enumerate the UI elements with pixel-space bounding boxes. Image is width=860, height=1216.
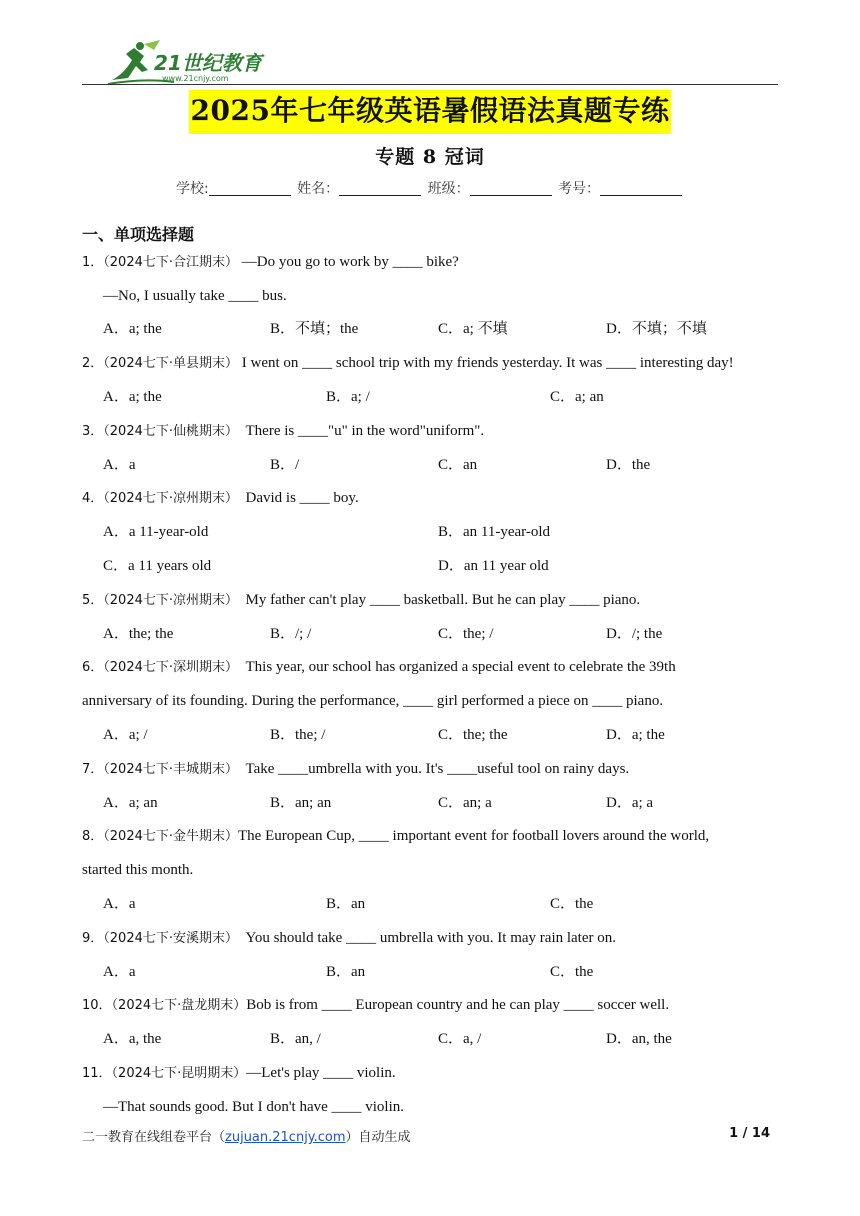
question-11: 11．（2024七下·昆明期末）—Let's play ____ violin. <box>82 1065 396 1081</box>
question-5-option-d[interactable]: D．/; the <box>606 626 663 642</box>
question-5-option-a[interactable]: A．the; the <box>103 626 174 642</box>
footer-link[interactable]: zujuan.21cnjy.com <box>225 1130 346 1145</box>
question-6-option-a[interactable]: A．a; / <box>103 727 148 743</box>
question-6: 6．（2024七下·深圳期末） This year, our school has organized a special event to celebrate the 39th <box>82 659 676 675</box>
question-5-option-c[interactable]: C．the; / <box>438 626 494 642</box>
class-label: 班级： <box>427 181 470 197</box>
question-1-option-d[interactable]: D．不填；不填 <box>606 321 707 337</box>
student-info-line <box>0 178 860 198</box>
exam-no-blank[interactable] <box>600 181 682 196</box>
page-title: 2025年七年级英语暑假语法真题专练 <box>0 90 860 134</box>
question-8-option-c[interactable]: C．the <box>550 896 594 912</box>
question-10-option-d[interactable]: D．an, the <box>606 1031 672 1047</box>
question-10: 10．（2024七下·盘龙期末）Bob is from ____ European country and he can play ____ soccer well. <box>82 997 670 1013</box>
question-10-option-c[interactable]: C．a, / <box>438 1031 482 1047</box>
question-3-option-c[interactable]: C．an <box>438 457 478 473</box>
page-subtitle: 专题 8 冠词 <box>375 146 485 168</box>
question-10-option-a[interactable]: A．a, the <box>103 1031 162 1047</box>
school-blank[interactable] <box>209 181 291 196</box>
question-9-option-b[interactable]: B．an <box>326 964 366 980</box>
page-number: 1 / 14 <box>729 1126 770 1141</box>
question-9-option-c[interactable]: C．the <box>550 964 594 980</box>
question-1-line-2: —No, I usually take ____ bus. <box>103 288 287 304</box>
question-10-option-b[interactable]: B．an, / <box>270 1031 321 1047</box>
question-8-line-2: started this month. <box>82 862 194 878</box>
question-11-line-2: —That sounds good. But I don't have ____ violin. <box>103 1099 405 1115</box>
question-3-option-d[interactable]: D．the <box>606 457 651 473</box>
question-5: 5．（2024七下·凉州期末） My father can't play ____ basketball. But he can play ____ piano. <box>82 592 641 608</box>
logo <box>104 40 274 86</box>
footer-source: 二一教育在线组卷平台（zujuan.21cnjy.com）自动生成 <box>82 1130 411 1145</box>
question-6-option-d[interactable]: D．a; the <box>606 727 665 743</box>
question-1-option-a[interactable]: A．a; the <box>103 321 162 337</box>
logo-url: www.21cnjy.com <box>162 74 229 83</box>
question-5-option-b[interactable]: B．/; / <box>270 626 312 642</box>
question-3-option-a[interactable]: A．a <box>103 457 136 473</box>
question-2: 2．（2024七下·单县期末） I went on ____ school trip with my friends yesterday. It was ____ interesting day! <box>82 355 734 371</box>
question-6-option-c[interactable]: C．the; the <box>438 727 508 743</box>
question-7-option-c[interactable]: C．an; a <box>438 795 492 811</box>
question-9-option-a[interactable]: A．a <box>103 964 136 980</box>
class-blank[interactable] <box>470 181 552 196</box>
question-2-option-a[interactable]: A．a; the <box>103 389 162 405</box>
question-6-option-b[interactable]: B．the; / <box>270 727 326 743</box>
header-rule <box>82 84 778 85</box>
question-3-option-b[interactable]: B．/ <box>270 457 300 473</box>
question-8-option-a[interactable]: A．a <box>103 896 136 912</box>
question-7-option-b[interactable]: B．an; an <box>270 795 332 811</box>
question-1-option-c[interactable]: C．a; 不填 <box>438 321 508 337</box>
question-7-option-d[interactable]: D．a; a <box>606 795 654 811</box>
question-6-line-2: anniversary of its founding. During the performance, ____ girl performed a piece on ____ piano. <box>82 693 664 709</box>
name-blank[interactable] <box>339 181 421 196</box>
question-2-option-b[interactable]: B．a; / <box>326 389 370 405</box>
question-8: 8．（2024七下·金牛期末）The European Cup, ____ important event for football lovers around the world, <box>82 828 710 844</box>
question-8-option-b[interactable]: B．an <box>326 896 366 912</box>
question-4-option-b[interactable]: B．an 11-year-old <box>438 524 551 540</box>
question-4-option-c[interactable]: C．a 11 years old <box>103 558 212 574</box>
question-1-option-b[interactable]: B．不填；the <box>270 321 359 337</box>
section-heading: 一、单项选择题 <box>82 225 195 244</box>
question-1: 1．（2024七下·合江期末） —Do you go to work by ____ bike? <box>82 254 459 270</box>
question-3: 3．（2024七下·仙桃期末） There is ____"u" in the word"uniform". <box>82 423 485 439</box>
question-7: 7．（2024七下·丰城期末） Take ____umbrella with you. It's ____useful tool on rainy days. <box>82 761 630 777</box>
question-4-option-d[interactable]: D．an 11 year old <box>438 558 549 574</box>
logo-text: 21世纪教育 <box>154 51 262 75</box>
question-4: 4．（2024七下·凉州期末） David is ____ boy. <box>82 490 359 506</box>
question-4-option-a[interactable]: A．a 11-year-old <box>103 524 209 540</box>
school-label: 学校: <box>175 181 209 197</box>
question-2-option-c[interactable]: C．a; an <box>550 389 604 405</box>
exam-no-label: 考号： <box>558 181 601 197</box>
name-label: 姓名： <box>297 181 340 197</box>
question-7-option-a[interactable]: A．a; an <box>103 795 158 811</box>
question-9: 9．（2024七下·安溪期末） You should take ____ umbrella with you. It may rain later on. <box>82 930 617 946</box>
